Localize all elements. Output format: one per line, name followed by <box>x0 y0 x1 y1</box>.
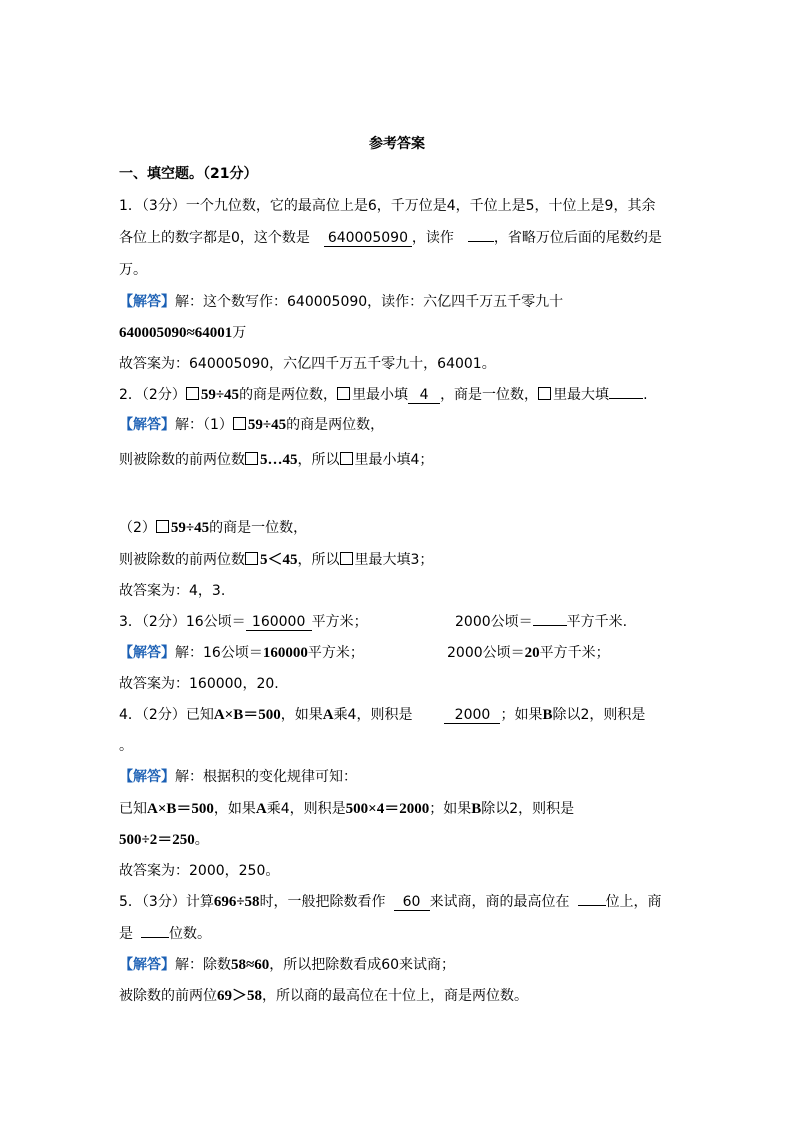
q1-line-3: 万。 <box>119 262 147 278</box>
section-heading: 一、填空题。（21分） <box>119 166 258 182</box>
q3-solution-1: 【解答】解：16公顷＝160000平方米； <box>119 645 364 661</box>
q3-blank-1: 160000 <box>246 614 312 631</box>
q1-blank-reading <box>468 241 494 242</box>
q2-answer: 故答案为：4，3. <box>119 583 226 599</box>
q1-solution-1: 【解答】解：这个数写作：640005090，读作：六亿四千万五千零九十 <box>119 294 564 310</box>
q4-answer: 故答案为：2000，250。 <box>119 863 280 879</box>
q2-blank-max <box>609 398 643 399</box>
q5-line-1: 5．（3分）计算696÷58时，一般把除数看作 60 来试商，商的最高位在 位上，商 <box>119 894 662 910</box>
blank-box-icon <box>337 387 350 400</box>
q5-blank-divisor: 60 <box>394 894 430 911</box>
q1-answer: 故答案为：640005090，六亿四千万五千零九十，64001。 <box>119 356 496 372</box>
blank-box-icon <box>186 387 199 400</box>
answer-tag: 【解答】 <box>119 645 175 661</box>
q2-blank-min: 4 <box>408 387 440 404</box>
q2-line-1: 2．（2分） 59÷45的商是两位数， 里最小填 4 ，商是一位数， 里最大填 . <box>119 387 648 403</box>
q1-line-1: 1．（3分）一个九位数，它的最高位上是6，千万位是4，千位上是5，十位上是9，其余 <box>119 198 656 214</box>
page-title: 参考答案 <box>369 136 425 152</box>
q3-line-1-right: 2000公顷＝ 平方千米. <box>455 614 628 630</box>
q5-blank-digits <box>141 937 169 938</box>
answer-tag: 【解答】 <box>119 769 175 785</box>
q5-solution-1: 【解答】解：除数58≈60，所以把除数看成60来试商； <box>119 957 456 973</box>
q3-solution-1-right: 2000公顷＝20平方千米； <box>447 645 610 661</box>
q5-solution-2: 被除数的前两位69＞58，所以商的最高位在十位上，商是两位数。 <box>119 988 529 1004</box>
q2-solution-4: 则被除数的前两位数 5＜45，所以 里最大填3； <box>119 552 434 568</box>
q5-line-2: 是 位数。 <box>119 926 211 942</box>
q1-blank-number: 640005090 <box>324 230 412 247</box>
blank-box-icon <box>340 452 353 465</box>
q5-blank-place <box>578 905 606 906</box>
q1-line-2: 各位上的数字都是0，这个数是 640005090 ，读作 ，省略万位后面的尾数约是 <box>119 230 662 246</box>
blank-box-icon <box>340 552 353 565</box>
answer-tag: 【解答】 <box>119 294 175 310</box>
q4-blank-1: 2000 <box>444 707 500 724</box>
answer-tag: 【解答】 <box>119 957 175 973</box>
q2-solution-2: 则被除数的前两位数 5…45，所以 里最小填4； <box>119 452 434 468</box>
blank-box-icon <box>245 552 258 565</box>
q4-line-1: 4．（2分）已知A×B＝500，如果A乘4，则积是 2000 ；如果B除以2，则积是 <box>119 707 646 723</box>
q1-solution-2: 640005090≈64001万 <box>119 325 247 341</box>
q2-solution-1: 【解答】解：（1） 59÷45的商是两位数， <box>119 417 385 433</box>
answer-tag: 【解答】 <box>119 417 175 433</box>
q4-solution-3: 500÷2＝250。 <box>119 832 209 848</box>
blank-box-icon <box>538 387 551 400</box>
q3-answer: 故答案为：160000，20. <box>119 676 279 692</box>
blank-box-icon <box>233 417 246 430</box>
q3-blank-2 <box>533 625 567 626</box>
blank-box-icon <box>245 452 258 465</box>
q4-line-2: 。 <box>119 738 133 754</box>
q2-solution-3: （2） 59÷45的商是一位数， <box>119 520 308 536</box>
q4-solution-2: 已知A×B＝500，如果A乘4，则积是500×4＝2000；如果B除以2，则积是 <box>119 801 575 817</box>
q4-solution-1: 【解答】解：根据积的变化规律可知： <box>119 769 357 785</box>
q3-line-1: 3．（2分）16公顷＝ 160000 平方米； <box>119 614 368 630</box>
blank-box-icon <box>156 520 169 533</box>
